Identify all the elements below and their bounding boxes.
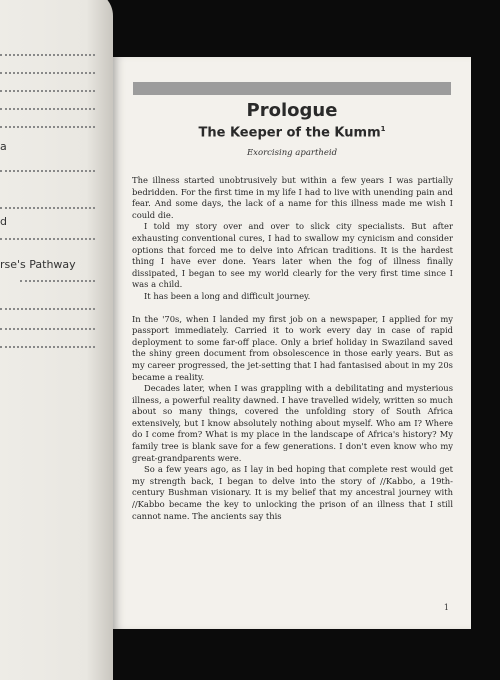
toc-leader-dots bbox=[20, 280, 95, 282]
toc-fragment: rse's Pathway bbox=[0, 258, 76, 271]
toc-fragment: d bbox=[0, 215, 7, 228]
paragraph: It has been a long and difficult journey. bbox=[144, 290, 311, 301]
book-page bbox=[113, 57, 471, 629]
toc-leader-dots bbox=[0, 54, 95, 56]
chapter-header-bar bbox=[133, 82, 451, 95]
toc-leader-dots bbox=[0, 328, 95, 330]
toc-leader-dots bbox=[0, 170, 95, 172]
toc-leader-dots bbox=[0, 72, 95, 74]
paragraph: In the '70s, when I landed my first job on a newspaper, I applied for my passport immediately. Carried it to work every day in case of rapid deployment to some far-off place. Only a brief holiday in Swaziland saved the shiny green document from obsolescence in those early years. But as my career progressed, the jet-setting that I had fantasised about in my 20s became a reality. bbox=[132, 313, 453, 382]
toc-leader-dots bbox=[0, 238, 95, 240]
paragraph: So a few years ago, as I lay in bed hoping that complete rest would get my strength back, I began to delve into the story of //Kabbo, a 19th-century Bushman visionary. It is my belief that my ancestral journey with //Kabbo became the key to unlocking the prison of an illness that I still cannot name. The ancients say this bbox=[132, 464, 453, 521]
toc-leader-dots bbox=[0, 108, 95, 110]
toc-leader-dots bbox=[0, 207, 95, 209]
facing-page-left bbox=[0, 0, 113, 680]
chapter-subtitle-text: The Keeper of the Kumm bbox=[198, 125, 381, 141]
page-number: 1 bbox=[443, 603, 449, 612]
chapter-subtitle bbox=[113, 125, 471, 140]
chapter-title: Prologue bbox=[246, 100, 338, 121]
footnote-marker: 1 bbox=[380, 125, 386, 133]
toc-leader-dots bbox=[0, 90, 95, 92]
toc-leader-dots bbox=[0, 346, 95, 348]
toc-fragment: a bbox=[0, 140, 7, 153]
paragraph: I told my story over and over to slick city specialists. But after exhausting conventional cures, I had to swallow my cynicism and consider options that forced me to delve into African traditions. It is the hardest thing I have ever done. Years later when the fog of illness finally dissipated, I began to see my world clearly for the very first time since I was a child. bbox=[132, 221, 453, 290]
body-text bbox=[132, 175, 453, 522]
chapter-epigraph: Exorcising apartheid bbox=[246, 148, 338, 158]
toc-leader-dots bbox=[0, 308, 95, 310]
toc-leader-dots bbox=[0, 126, 95, 128]
paragraph: Decades later, when I was grappling with a debilitating and mysterious illness, a powerful reality dawned. I have travelled widely, written so much about so many things, covered the unfolding story of South Africa extensively, but I know absolutely nothing about myself. Who am I? Where do I come from? What is my place in the landscape of Africa's history? My family tree is blank save for a few generations. I don't even know who my great-grandparents were. bbox=[132, 383, 453, 463]
paragraph: The illness started unobtrusively but within a few years I was partially bedridden. For the first time in my life I had to live with unending pain and fear. And some days, the lack of a name for this illness made me wish I could die. bbox=[132, 175, 453, 220]
